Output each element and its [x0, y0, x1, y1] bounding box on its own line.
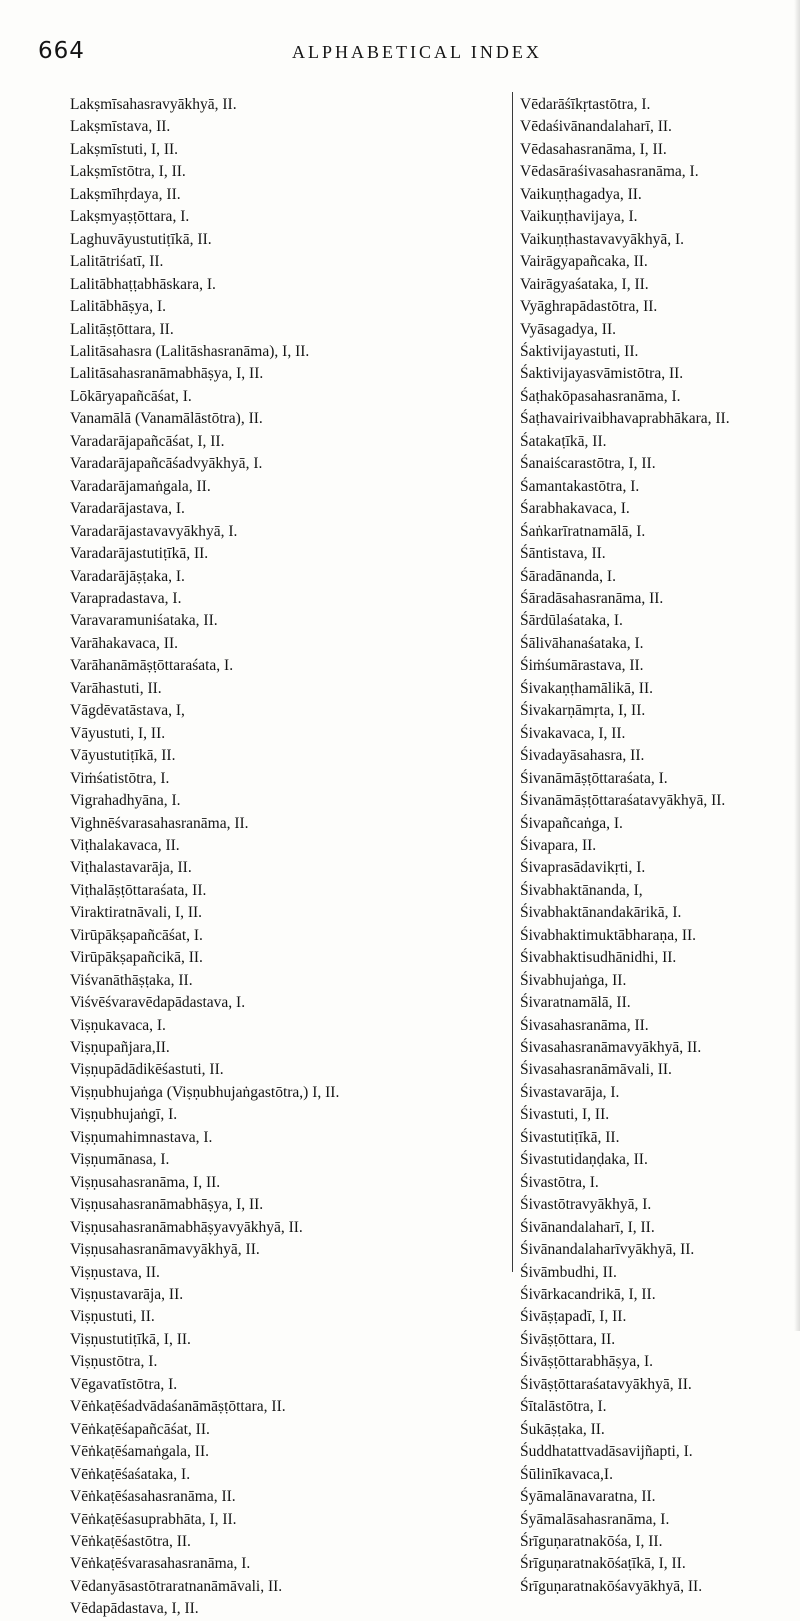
- index-entry: Śivakavaca, I, II.: [520, 724, 626, 742]
- page-edge-shadow: [794, 0, 800, 1331]
- index-entry: Śūlinīkavaca,I.: [520, 1465, 613, 1483]
- index-entry: Lakṣmīsahasravyākhyā, II.: [70, 96, 237, 113]
- index-entry: Varadarājapañcāśadvyākhyā, I.: [70, 455, 263, 473]
- index-entry: Viṣṇupañjara,II.: [70, 1039, 170, 1057]
- index-entry: Vēṅkaṭēśaśataka, I.: [70, 1465, 191, 1483]
- index-entry: Lakṣmīhṛdaya, II.: [70, 185, 181, 203]
- index-entry: Śivastutiṭīkā, II.: [520, 1128, 620, 1146]
- index-entry: Śivabhaktānandakārikā, I.: [520, 904, 682, 922]
- index-entry: Śivabhujaṅga, II.: [520, 971, 627, 989]
- index-entry: Lalitātriśatī, II.: [70, 253, 164, 271]
- index-entry: Viṣṇustutiṭīkā, I, II.: [70, 1330, 191, 1348]
- index-entry: Vigrahadhyāna, I.: [70, 792, 181, 810]
- index-entry: Vanamālā (Vanamālāstōtra), II.: [70, 410, 263, 428]
- index-entry: Varadarājapañcāśat, I, II.: [70, 432, 225, 450]
- page-number: 664: [38, 38, 85, 64]
- index-entry: Śivakarṇāmṛta, I, II.: [520, 702, 646, 720]
- index-entry: Viṭhalakavaca, II.: [70, 836, 180, 854]
- index-entry: Varāhastuti, II.: [70, 679, 162, 697]
- index-entry: Śarabhakavaca, I.: [520, 500, 630, 518]
- index-entry: Viṣṇupādādikēśastuti, II.: [70, 1061, 224, 1079]
- index-entry: Vāyustutiṭīkā, II.: [70, 747, 176, 765]
- index-entry: Lalitābhāṣya, I.: [70, 298, 166, 316]
- index-entry: Varapradastava, I.: [70, 589, 182, 607]
- index-entry: Śivapara, II.: [520, 836, 597, 854]
- index-entry: Vyāsagadya, II.: [520, 320, 616, 338]
- index-entry: Viṣṇusahasranāmabhāṣyavyākhyā, II.: [70, 1218, 303, 1236]
- index-entry: Viṣṇumahimnastava, I.: [70, 1128, 213, 1146]
- index-entry: Vēṅkaṭēśvarasahasranāma, I.: [70, 1555, 251, 1573]
- index-entry: Vēṅkaṭēśastōtra, II.: [70, 1533, 191, 1550]
- index-entry: Śatakaṭīkā, II.: [520, 432, 607, 450]
- index-entry: Śivadayāsahasra, II.: [520, 747, 645, 765]
- index-entry: Śivanāmāṣṭōttaraśata, I.: [520, 769, 668, 787]
- index-entry: Virūpākṣapañcikā, II.: [70, 949, 203, 967]
- index-entry: Śivāṣṭapadī, I, II.: [520, 1308, 627, 1326]
- index-entry: Śivārkacandrikā, I, II.: [520, 1286, 656, 1304]
- page-header: [0, 38, 800, 68]
- index-entry: Viṣṇustuti, II.: [70, 1308, 155, 1326]
- index-entry: Viṣṇusahasranāmabhāṣya, I, II.: [70, 1196, 264, 1214]
- index-entry: Śivabhaktisudhānidhi, II.: [520, 949, 677, 967]
- index-entry: Vēdarāśīkṛtastōtra, I.: [520, 96, 651, 113]
- index-entry: Viṭhalāṣṭōttaraśata, II.: [70, 881, 207, 899]
- index-entry: Viṣṇumānasa, I.: [70, 1151, 170, 1169]
- index-entry: Śivapañcaṅga, I.: [520, 814, 623, 832]
- index-entry: Lalitāsahasranāmabhāṣya, I, II.: [70, 365, 264, 383]
- index-entry: Śivabhaktimuktābharaṇa, II.: [520, 926, 697, 944]
- index-entry: Viṣṇubhujaṅga (Viṣṇubhujaṅgastōtra,) I, II.: [70, 1083, 340, 1101]
- index-entry: Śaṭhavairivaibhavaprabhākara, II.: [520, 410, 730, 428]
- index-entry: Śivastuti, I, II.: [520, 1106, 610, 1124]
- index-entry: Vēṅkaṭēśasahasranāma, II.: [70, 1488, 236, 1506]
- index-entry: Viṣṇustōtra, I.: [70, 1353, 158, 1371]
- index-entry: Vēdasāraśivasahasranāma, I.: [520, 163, 699, 181]
- index-entry: Śāntistava, II.: [520, 545, 606, 563]
- index-entry: Vāgdēvatāstava, I,: [70, 702, 185, 720]
- index-entry: Śivānandalaharī, I, II.: [520, 1218, 655, 1236]
- index-entry: Viṣṇubhujaṅgī, I.: [70, 1106, 178, 1124]
- index-entry: Śaktivijayasvāmistōtra, II.: [520, 365, 684, 383]
- index-entry: Virūpākṣapañcāśat, I.: [70, 926, 203, 944]
- index-entry: Śivāṣṭōttara, II.: [520, 1330, 616, 1348]
- column-divider: [512, 92, 513, 1272]
- index-entry: Śuddhatattvadāsavijñapti, I.: [520, 1443, 693, 1461]
- index-entry: Viśvēśvaravēdapādastava, I.: [70, 994, 246, 1012]
- index-entry: Śivasahasranāmāvali, II.: [520, 1061, 672, 1079]
- index-entry: Vēdanyāsastōtraratnanāmāvali, II.: [70, 1577, 283, 1595]
- index-entry: Lalitābhaṭṭabhāskara, I.: [70, 275, 216, 293]
- index-entry: Varadarājamaṅgala, II.: [70, 477, 211, 495]
- index-entry: Lalitāṣṭōttara, II.: [70, 320, 174, 338]
- index-entry: Lakṣmīstava, II.: [70, 118, 171, 136]
- index-entry: Vaikuṇṭhagadya, II.: [520, 185, 642, 203]
- index-entry: Vēṅkaṭēśamaṅgala, II.: [70, 1443, 210, 1461]
- index-entry: Vēgavatīstōtra, I.: [70, 1375, 178, 1393]
- index-entry: Varadarājastutiṭīkā, II.: [70, 545, 209, 563]
- index-entry: Śītalāstōtra, I.: [520, 1398, 607, 1416]
- index-entry: Varadarājāṣṭaka, I.: [70, 567, 185, 585]
- index-entry: Śivabhaktānanda, I,: [520, 881, 643, 899]
- index-entry: Śivasahasranāma, II.: [520, 1016, 649, 1034]
- index-entry: Śamantakastōtra, I.: [520, 477, 640, 495]
- index-entry: Śukāṣṭaka, II.: [520, 1420, 605, 1438]
- index-entry: Śivānandalaharīvyākhyā, II.: [520, 1241, 695, 1259]
- index-entry: Śivastōtravyākhyā, I.: [520, 1196, 652, 1214]
- index-entry: Śiṁśumārastava, II.: [520, 657, 644, 675]
- index-entry: Vēṅkaṭēśadvādaśanāmāṣṭōttara, II.: [70, 1398, 286, 1416]
- index-entry: Vēdapādastava, I, II.: [70, 1600, 199, 1618]
- index-entry: Viṣṇusahasranāmavyākhyā, II.: [70, 1241, 260, 1259]
- index-entry: Śyāmalānavaratna, II.: [520, 1488, 656, 1506]
- index-entry: Vairāgyapañcaka, II.: [520, 253, 648, 271]
- index-entry: Śrīguṇaratnakōśaṭīkā, I, II.: [520, 1555, 686, 1573]
- index-entry: Śāradānanda, I.: [520, 567, 616, 585]
- index-entry: Vēṅkaṭēśapañcāśat, II.: [70, 1420, 210, 1438]
- index-entry: Śivāṣṭōttaraśatavyākhyā, II.: [520, 1375, 692, 1393]
- index-entry: Śivastōtra, I.: [520, 1173, 599, 1191]
- index-entry: Vēṅkaṭēśasuprabhāta, I, II.: [70, 1510, 237, 1528]
- index-entry: Varavaramuniśataka, II.: [70, 612, 218, 630]
- index-entry: Varāhakavaca, II.: [70, 634, 178, 652]
- index-entry: Śivāmbudhi, II.: [520, 1263, 617, 1281]
- index-entry: Śaṭhakōpasahasranāma, I.: [520, 387, 681, 405]
- index-entry: Śaktivijayastuti, II.: [520, 342, 639, 360]
- index-entry: Śivaprasādavikṛti, I.: [520, 859, 646, 877]
- index-entry: Viṭhalastavarāja, II.: [70, 859, 192, 877]
- index-entry: Lalitāsahasra (Lalitāshasranāma), I, II.: [70, 342, 310, 360]
- index-entry: Laghuvāyustutiṭīkā, II.: [70, 230, 212, 248]
- index-entry: Lōkāryapañcāśat, I.: [70, 387, 192, 405]
- index-entry: Viṣṇukavaca, I.: [70, 1016, 166, 1034]
- index-entry: Śivasahasranāmavyākhyā, II.: [520, 1039, 702, 1057]
- index-entry: Vairāgyaśataka, I, II.: [520, 275, 649, 293]
- index-entry: Śrīguṇaratnakōśa, I, II.: [520, 1533, 663, 1550]
- running-title: ALPHABETICAL INDEX: [292, 42, 542, 62]
- index-entry: Viśvanāthāṣṭaka, II.: [70, 971, 193, 989]
- index-entry: Lakṣmyaṣṭōttara, I.: [70, 208, 190, 226]
- index-entry: Varāhanāmāṣṭōttaraśata, I.: [70, 657, 234, 675]
- index-entry: Śaṅkarīratnamālā, I.: [520, 522, 646, 540]
- index-entry: Vaikuṇṭhastavavyākhyā, I.: [520, 230, 684, 248]
- index-entry: Lakṣmīstuti, I, II.: [70, 140, 179, 158]
- index-entry: Viraktiratnāvali, I, II.: [70, 904, 203, 922]
- index-entry: Śivāṣṭōttarabhāṣya, I.: [520, 1353, 654, 1371]
- index-entry: Lakṣmīstōtra, I, II.: [70, 163, 186, 181]
- index-entry: Viṁśatistōtra, I.: [70, 769, 170, 787]
- index-entry: Śivakaṇṭhamālikā, II.: [520, 679, 653, 697]
- index-entry: Śārdūlaśataka, I.: [520, 612, 623, 630]
- index-entry: Śivanāmāṣṭōttaraśatavyākhyā, II.: [520, 792, 726, 810]
- index-entry: Śanaiścarastōtra, I, II.: [520, 455, 656, 473]
- index-entry: Śivaratnamālā, II.: [520, 994, 631, 1012]
- index-entry: Vaikuṇṭhavijaya, I.: [520, 208, 638, 226]
- index-entry: Vēdaśivānandalaharī, II.: [520, 118, 672, 136]
- index-entry: Śyāmalāsahasranāma, I.: [520, 1510, 670, 1528]
- index-entry: Śrīguṇaratnakōśavyākhyā, II.: [520, 1577, 703, 1595]
- index-column-left: [70, 94, 470, 1621]
- index-entry: Varadarājastava, I.: [70, 500, 185, 518]
- index-entry: Vighnēśvarasahasranāma, II.: [70, 814, 249, 832]
- index-column-right: [520, 94, 798, 1598]
- index-entry: Viṣṇustavarāja, II.: [70, 1286, 184, 1304]
- index-entry: Śālivāhanaśataka, I.: [520, 634, 644, 652]
- index-entry: Śāradāsahasranāma, II.: [520, 589, 664, 607]
- index-entry: Śivastavarāja, I.: [520, 1083, 620, 1101]
- index-entry: Vēdasahasranāma, I, II.: [520, 140, 667, 158]
- index-entry: Viṣṇustava, II.: [70, 1263, 160, 1281]
- index-entry: Vāyustuti, I, II.: [70, 724, 166, 742]
- index-entry: Vyāghrapādastōtra, II.: [520, 298, 658, 316]
- index-entry: Varadarājastavavyākhyā, I.: [70, 522, 238, 540]
- index-entry: Śivastutidaṇḍaka, II.: [520, 1151, 648, 1169]
- index-entry: Viṣṇusahasranāma, I, II.: [70, 1173, 221, 1191]
